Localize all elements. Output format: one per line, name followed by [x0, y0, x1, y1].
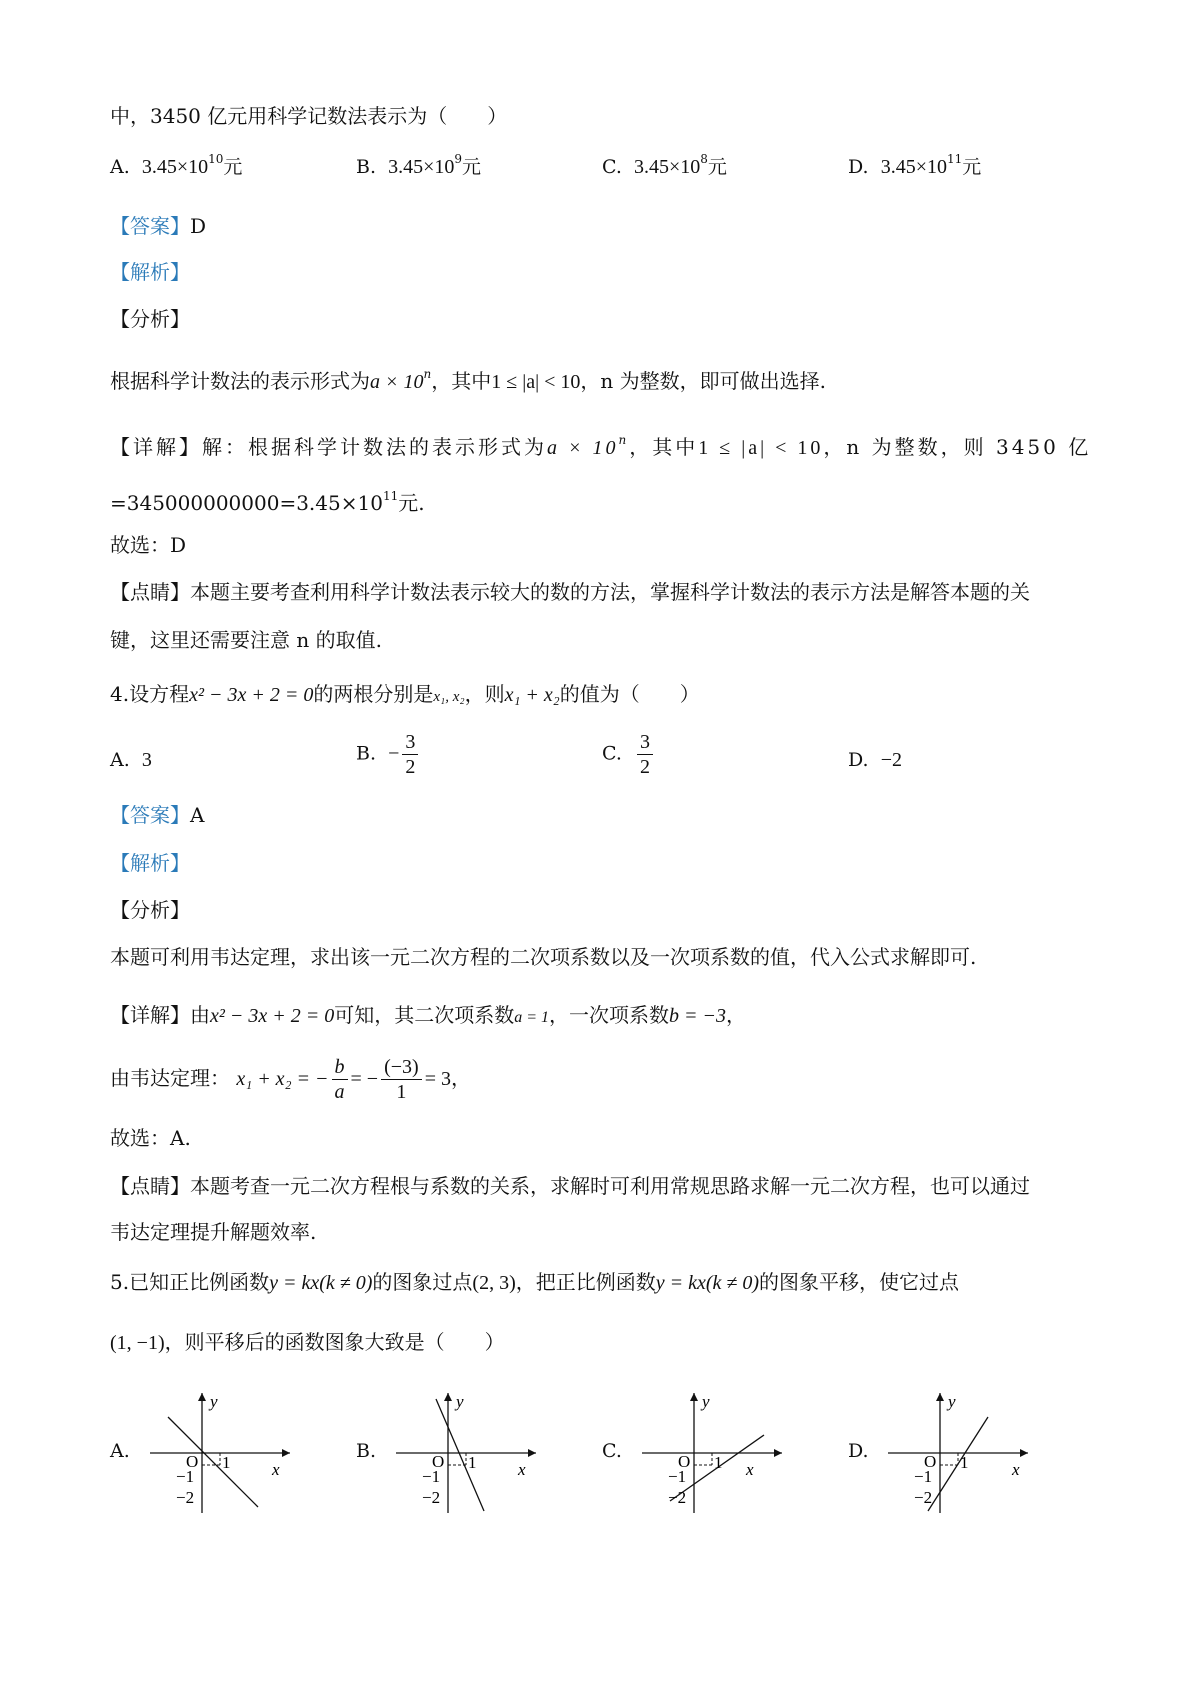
svg-text:1: 1: [468, 1453, 477, 1472]
q4-option-d: D. −2: [848, 749, 902, 771]
svg-text:y: y: [210, 1392, 218, 1411]
q3-jiexi-tag: 【解析】: [110, 260, 190, 284]
q5-stem-2: (1, −1)，则平移后的函数图象大致是（ ）: [110, 1330, 505, 1354]
q3-detail-line2: $=345000000000=3.45\times 10^{11}$元.: [110, 489, 425, 515]
svg-text:x: x: [272, 1460, 280, 1479]
q3-option-c: C. $3.45\times 10^8$元: [602, 152, 727, 178]
q3-option-d: D. $3.45\times 10^{11}$元: [848, 152, 982, 178]
svg-text:x: x: [1012, 1460, 1020, 1479]
svg-text:O: O: [186, 1452, 199, 1471]
q3-fenxi: 根据科学计数法的表示形式为$a \times 10^n$，其中1 ≤ |a| < 10，n 为整数，即可做出选择.: [110, 367, 826, 393]
svg-text:y: y: [948, 1392, 956, 1411]
q5-option-c-label: C.: [602, 1440, 622, 1462]
q3-dianjing-2: 键，这里还需要注意 n 的取值.: [110, 628, 382, 652]
svg-text:O: O: [678, 1452, 691, 1471]
q5-graph-a: [140, 1385, 300, 1520]
svg-text:1: 1: [960, 1453, 969, 1472]
svg-text:−1: −1: [668, 1467, 687, 1486]
svg-text:O: O: [924, 1452, 937, 1471]
svg-text:y: y: [456, 1392, 464, 1411]
q4-jiexi-tag: 【解析】: [110, 851, 190, 875]
q3-option-a: A. $3.45\times 10^{10}$元: [110, 152, 243, 178]
svg-text:O: O: [432, 1452, 445, 1471]
q3-option-b: B. $3.45\times 10^9$元: [356, 152, 482, 178]
q3-answer: 【答案】D: [110, 214, 207, 238]
q4-option-b: B. − $\frac{3}{2}$: [356, 730, 421, 779]
q3-choose: 故选：D: [110, 533, 187, 557]
svg-text:−1: −1: [914, 1467, 933, 1486]
q3-intro: 中，3450 亿元用科学记数法表示为（ ）: [110, 104, 508, 128]
q3-dianjing-1: 【点睛】本题主要考查利用科学计数法表示较大的数的方法，掌握科学计数法的表示方法是解答本题的关: [110, 580, 1030, 604]
q4-option-a: A. 3: [110, 749, 152, 771]
q5-option-a-label: A.: [110, 1440, 130, 1462]
q4-choose: 故选：A.: [110, 1126, 191, 1150]
svg-text:x: x: [746, 1460, 754, 1479]
svg-text:y: y: [702, 1392, 710, 1411]
q4-answer: 【答案】A: [110, 803, 205, 827]
svg-text:−1: −1: [176, 1467, 195, 1486]
q5-stem-1: 5.已知正比例函数y = kx(k ≠ 0)的图象过点(2, 3)，把正比例函数y = kx(k ≠ 0)的图象平移，使它过点: [110, 1270, 960, 1294]
q5-option-d-label: D.: [848, 1440, 869, 1462]
q4-stem: 4.设方程x² − 3x + 2 = 0的两根分别是x₁, x₂，则x₁ + x₂的值为（ ）: [110, 682, 700, 706]
q4-dianjing-1: 【点睛】本题考查一元二次方程根与系数的关系，求解时可利用常规思路求解一元二次方程，也可以通过: [110, 1174, 1030, 1198]
svg-text:1: 1: [714, 1453, 723, 1472]
q3-detail: 【详解】解：根据科学计数法的表示形式为$a \times 10^n$，其中1 ≤ |a| < 10，n 为整数，则 3450 亿: [110, 433, 1092, 459]
q5-graph-c: [632, 1385, 792, 1520]
svg-text:−2: −2: [668, 1488, 687, 1507]
svg-text:−2: −2: [422, 1488, 441, 1507]
q4-dianjing-2: 韦达定理提升解题效率.: [110, 1220, 317, 1244]
svg-text:x: x: [518, 1460, 526, 1479]
svg-text:−2: −2: [914, 1488, 933, 1507]
svg-text:−2: −2: [176, 1488, 195, 1507]
q4-fenxi: 本题可利用韦达定理，求出该一元二次方程的二次项系数以及一次项系数的值，代入公式求解即可.: [110, 945, 977, 969]
svg-text:1: 1: [222, 1453, 231, 1472]
q4-vieta: 由韦达定理： x₁ + x₂ = − $\frac{b}{a}$ = − $\frac{(-3)}{1}$ = 3，: [110, 1056, 471, 1103]
svg-text:−1: −1: [422, 1467, 441, 1486]
q4-detail: 【详解】由x² − 3x + 2 = 0可知，其二次项系数a = 1，一次项系数b = −3，: [110, 1003, 747, 1027]
q5-graph-d: [878, 1385, 1038, 1520]
q5-graph-b: [386, 1385, 546, 1520]
q5-option-b-label: B.: [356, 1440, 377, 1462]
q4-fenxi-tag: 【分析】: [110, 898, 190, 922]
q3-fenxi-tag: 【分析】: [110, 307, 190, 331]
q4-option-c: C. $\frac{3}{2}$: [602, 730, 656, 779]
